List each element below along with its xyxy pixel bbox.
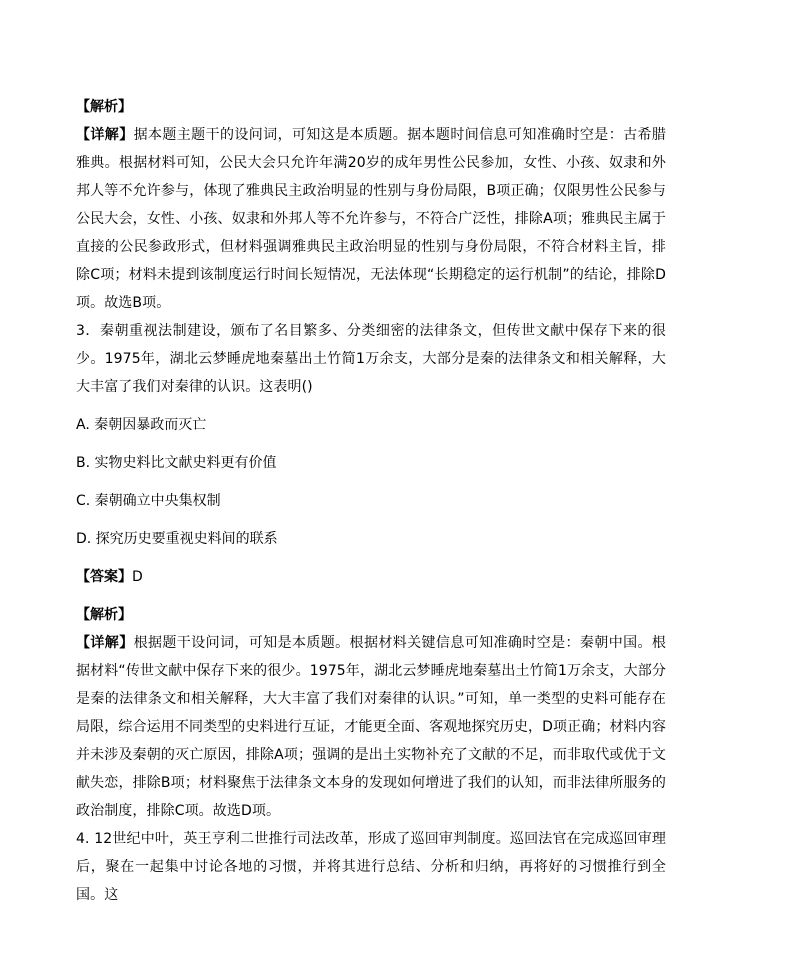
document-page	[76, 93, 666, 909]
detail-text-2: 根据题干设问词，可知是本质题。根据材料关键信息可知准确时空是：秦朝中国。根据材料“传世文献中保存下来的很少。1975年，湖北云梦睡虎地秦墓出土竹简1万余支，大部分是秦的法律条文和相关解释，大大丰富了我们对秦律的认识。”可知，单一类型的史料可能存在局限，综合运用不同类型的史料进行互证，才能更全面、客观地探究历史，D项正确；材料内容并未涉及秦朝的灭亡原因，排除A项；强调的是出土实物补充了文献的不足，而非取代或优于文献失恋，排除B项；材料聚焦于法律条文本身的发现如何增进了我们的认知，而非法律所服务的政治制度，排除C项。故选D项。	[76, 635, 666, 819]
question-4-stem: 4. 12世纪中叶，英王亨利二世推行司法改革，形成了巡回审判制度。巡回法官在完成巡回审理后，聚在一起集中讨论各地的习惯，并将其进行总结、分析和归纳，再将好的习惯推行到全国。这	[76, 831, 666, 903]
analysis-label-2: 【解析】	[76, 607, 132, 623]
answer-label: 【答案】	[76, 569, 132, 585]
option-d: D. 探究历史要重视史料间的联系	[76, 531, 278, 547]
analysis-label-1: 【解析】	[76, 99, 132, 115]
option-a: A. 秦朝因暴政而灭亡	[76, 417, 207, 433]
detail-paragraph-1	[76, 121, 666, 317]
detail-text-1: 据本题主题干的设问词，可知这是本质题。据本题时间信息可知准确时空是：古希腊雅典。根据材料可知，公民大会只允许年满20岁的成年男性公民参加，女性、小孩、奴隶和外邦人等不允许参与，体现了雅典民主政治明显的性别与身份局限，B项正确；仅限男性公民参与公民大会，女性、小孩、奴隶和外邦人等不允许参与，不符合广泛性，排除A项；雅典民主属于直接的公民参政形式，但材料强调雅典民主政治明显的性别与身份局限，不符合材料主旨，排除C项；材料未提到该制度运行时间长短情况，无法体现“长期稳定的运行机制”的结论，排除D项。故选B项。	[76, 127, 666, 311]
question-3-stem: 3．秦朝重视法制建设，颁布了名目繁多、分类细密的法律条文，但传世文献中保存下来的很少。1975年，湖北云梦睡虎地秦墓出土竹简1万余支，大部分是秦的法律条文和相关解释，大大丰富了我们对秦律的认识。这表明()	[76, 323, 666, 395]
detail-label-1: 【详解】	[76, 127, 134, 143]
option-c: C. 秦朝确立中央集权制	[76, 493, 221, 509]
detail-label-2: 【详解】	[76, 635, 134, 651]
option-b: B. 实物史料比文献史料更有价值	[76, 455, 277, 471]
answer-value: D	[132, 569, 143, 585]
detail-paragraph-2	[76, 629, 666, 825]
answer-line	[76, 563, 666, 591]
